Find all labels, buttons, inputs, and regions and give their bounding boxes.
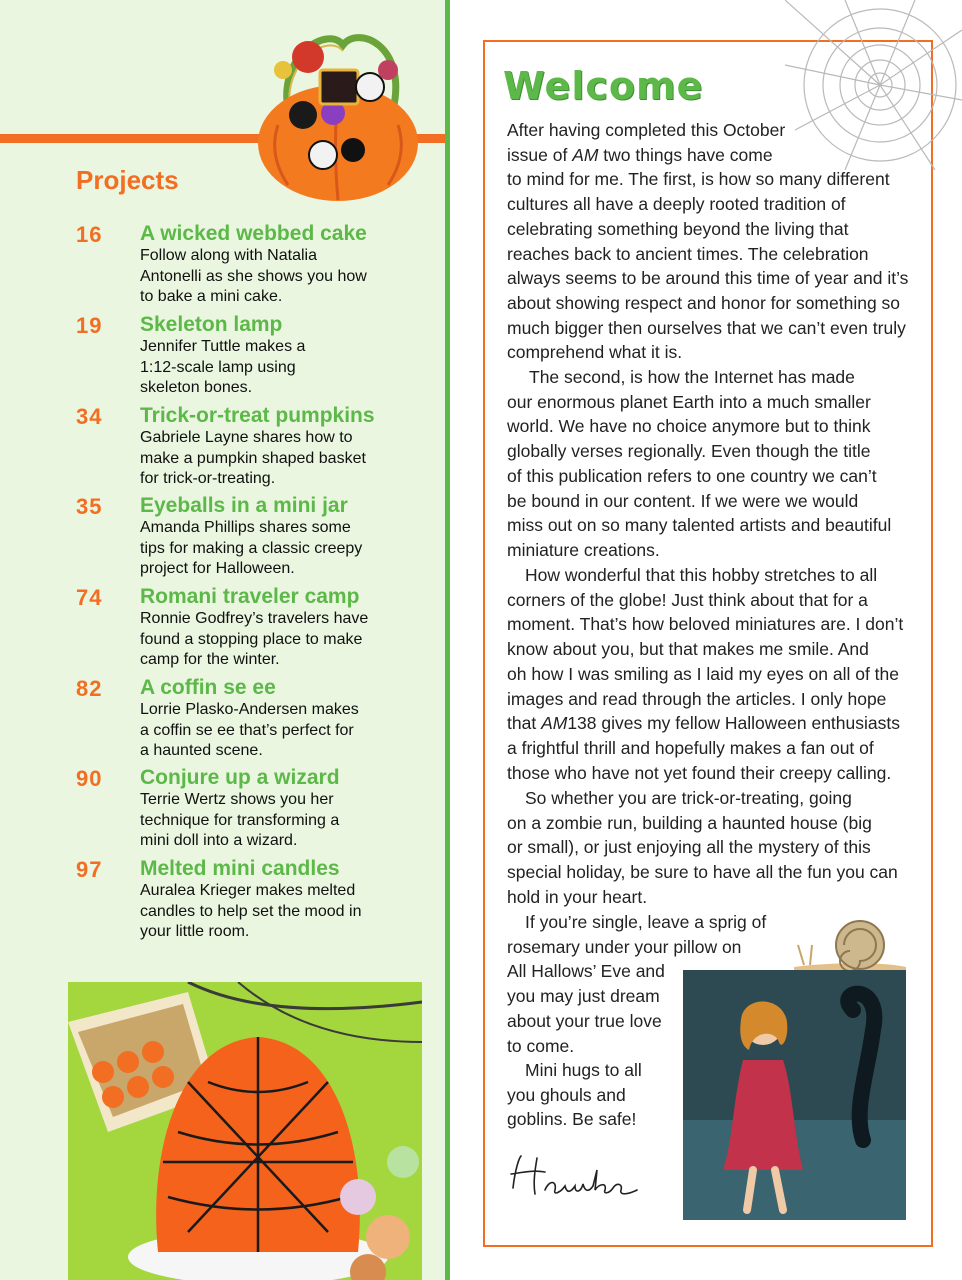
text-line: our enormous planet Earth into a much smaller bbox=[507, 391, 871, 412]
text-line: about showing respect and honor for something so bbox=[507, 292, 901, 313]
text-line bbox=[507, 143, 908, 168]
project-title[interactable]: Romani traveler camp bbox=[140, 585, 360, 608]
text-span: two things have come bbox=[598, 144, 773, 165]
letter-paragraph-2 bbox=[507, 365, 891, 563]
text-line: special holiday, be sure to have all the fun you can bbox=[507, 862, 898, 883]
text-line: corners of the globe! Just think about that for a bbox=[507, 589, 868, 610]
text-span: that bbox=[507, 713, 542, 734]
project-description: Gabriele Layne shares how to make a pumpkin shaped basket for trick-or-treating. bbox=[140, 429, 366, 487]
project-title[interactable]: A wicked webbed cake bbox=[140, 222, 367, 245]
text-line: world. We have no choice anymore but to think bbox=[507, 416, 871, 437]
text-line: All Hallows’ Eve and bbox=[507, 961, 665, 982]
text-line: to come. bbox=[507, 1035, 575, 1056]
project-page-number: 19 bbox=[76, 313, 103, 338]
text-line: about your true love bbox=[507, 1010, 662, 1031]
projects-heading: Projects bbox=[76, 165, 179, 195]
text-line: a frightful thrill and hopefully makes a fan out of bbox=[507, 737, 874, 758]
snail-figurine-photo bbox=[790, 915, 910, 977]
project-description: Amanda Phillips shares some tips for making a classic creepy project for Halloween. bbox=[140, 519, 363, 577]
text-line: After having completed this October bbox=[507, 120, 786, 140]
text-line: cultures all have a deeply rooted tradition of bbox=[507, 194, 846, 215]
webbed-cake-photo bbox=[68, 982, 422, 1280]
project-description: Auralea Krieger makes melted candles to help set the mood in your little room. bbox=[140, 882, 362, 940]
text-line: globally verses regionally. Even though the title bbox=[507, 441, 871, 462]
project-page-number: 90 bbox=[76, 766, 103, 791]
text-line: you ghouls and bbox=[507, 1084, 626, 1105]
project-description: Follow along with Natalia Antonelli as she shows you how to bake a mini cake. bbox=[140, 247, 367, 305]
pumpkin-basket-photo bbox=[248, 15, 428, 205]
project-title[interactable]: Trick-or-treat pumpkins bbox=[140, 404, 375, 427]
green-divider bbox=[445, 0, 450, 1280]
welcome-heading: Welcome bbox=[503, 64, 704, 108]
text-line: hold in your heart. bbox=[507, 886, 648, 907]
text-line: comprehend what it is. bbox=[507, 342, 683, 363]
project-description: Terrie Wertz shows you her technique for transforming a mini doll into a wizard. bbox=[140, 791, 340, 849]
text-line: moment. That’s how beloved miniatures are. I don’t bbox=[507, 614, 904, 635]
text-line: How wonderful that this hobby stretches to all bbox=[525, 565, 878, 585]
text-line: be bound in our content. If we were we would bbox=[507, 490, 859, 511]
text-line: reaches back to ancient times. The celebration bbox=[507, 243, 869, 264]
letter-paragraph-1 bbox=[507, 118, 908, 365]
text-line: rosemary under your pillow on bbox=[507, 936, 742, 957]
text-line: to mind for me. The first, is how so many different bbox=[507, 169, 890, 190]
letter-paragraph-3 bbox=[507, 563, 903, 785]
text-line: So whether you are trick-or-treating, going bbox=[525, 788, 852, 808]
text-line: oh how I was smiling as I laid my eyes on all of the bbox=[507, 663, 899, 684]
text-line: images and read through the articles. I only hope bbox=[507, 688, 887, 709]
project-title[interactable]: Eyeballs in a mini jar bbox=[140, 494, 348, 517]
text-line: on a zombie run, building a haunted house (big bbox=[507, 812, 872, 833]
text-line: goblins. Be safe! bbox=[507, 1109, 637, 1130]
text-line: The second, is how the Internet has made bbox=[529, 367, 855, 387]
project-page-number: 82 bbox=[76, 676, 103, 701]
project-page-number: 16 bbox=[76, 222, 103, 247]
magazine-abbrev: AM bbox=[541, 713, 568, 734]
text-line: you may just dream bbox=[507, 986, 660, 1007]
text-line: much bigger then ourselves that we can’t even truly bbox=[507, 317, 906, 338]
text-line: of this publication refers to one country we can’t bbox=[507, 465, 877, 486]
project-page-number: 74 bbox=[76, 585, 103, 610]
ghost-girl-illustration bbox=[683, 970, 906, 1220]
project-page-number: 35 bbox=[76, 494, 103, 519]
project-page-number: 97 bbox=[76, 857, 103, 882]
text-line: miniature creations. bbox=[507, 539, 660, 560]
letter-paragraph-4 bbox=[507, 786, 898, 910]
text-line: If you’re single, leave a sprig of bbox=[525, 912, 767, 932]
text-line: miss out on so many talented artists and beautiful bbox=[507, 515, 892, 536]
text-line: always seems to be around this time of year and it’s bbox=[507, 268, 909, 289]
project-description: Jennifer Tuttle makes a 1:12-scale lamp using skeleton bones. bbox=[140, 338, 306, 396]
project-description: Lorrie Plasko-Andersen makes a coffin se ee that’s perfect for a haunted scene. bbox=[140, 701, 359, 759]
text-line: Mini hugs to all bbox=[525, 1060, 642, 1080]
text-line: those who have not yet found their creepy calling. bbox=[507, 762, 892, 783]
magazine-abbrev: AM bbox=[572, 144, 599, 165]
text-line bbox=[507, 711, 903, 736]
letter-paragraph-6 bbox=[507, 1058, 642, 1132]
text-line: celebrating something beyond the living that bbox=[507, 218, 849, 239]
text-span: 138 gives my fellow Halloween enthusiasts bbox=[567, 713, 900, 734]
project-title[interactable]: A coffin se ee bbox=[140, 676, 276, 699]
text-span: issue of bbox=[507, 144, 573, 165]
text-line: or small), or just enjoying all the mystery of this bbox=[507, 837, 871, 858]
project-description: Ronnie Godfrey’s travelers have found a stopping place to make camp for the winter. bbox=[140, 610, 369, 668]
project-title[interactable]: Melted mini candles bbox=[140, 857, 340, 880]
text-line: know about you, but that makes me smile. And bbox=[507, 639, 869, 660]
project-title[interactable]: Skeleton lamp bbox=[140, 313, 283, 336]
project-title[interactable]: Conjure up a wizard bbox=[140, 766, 340, 789]
handwritten-signature bbox=[505, 1150, 645, 1202]
project-page-number: 34 bbox=[76, 404, 103, 429]
